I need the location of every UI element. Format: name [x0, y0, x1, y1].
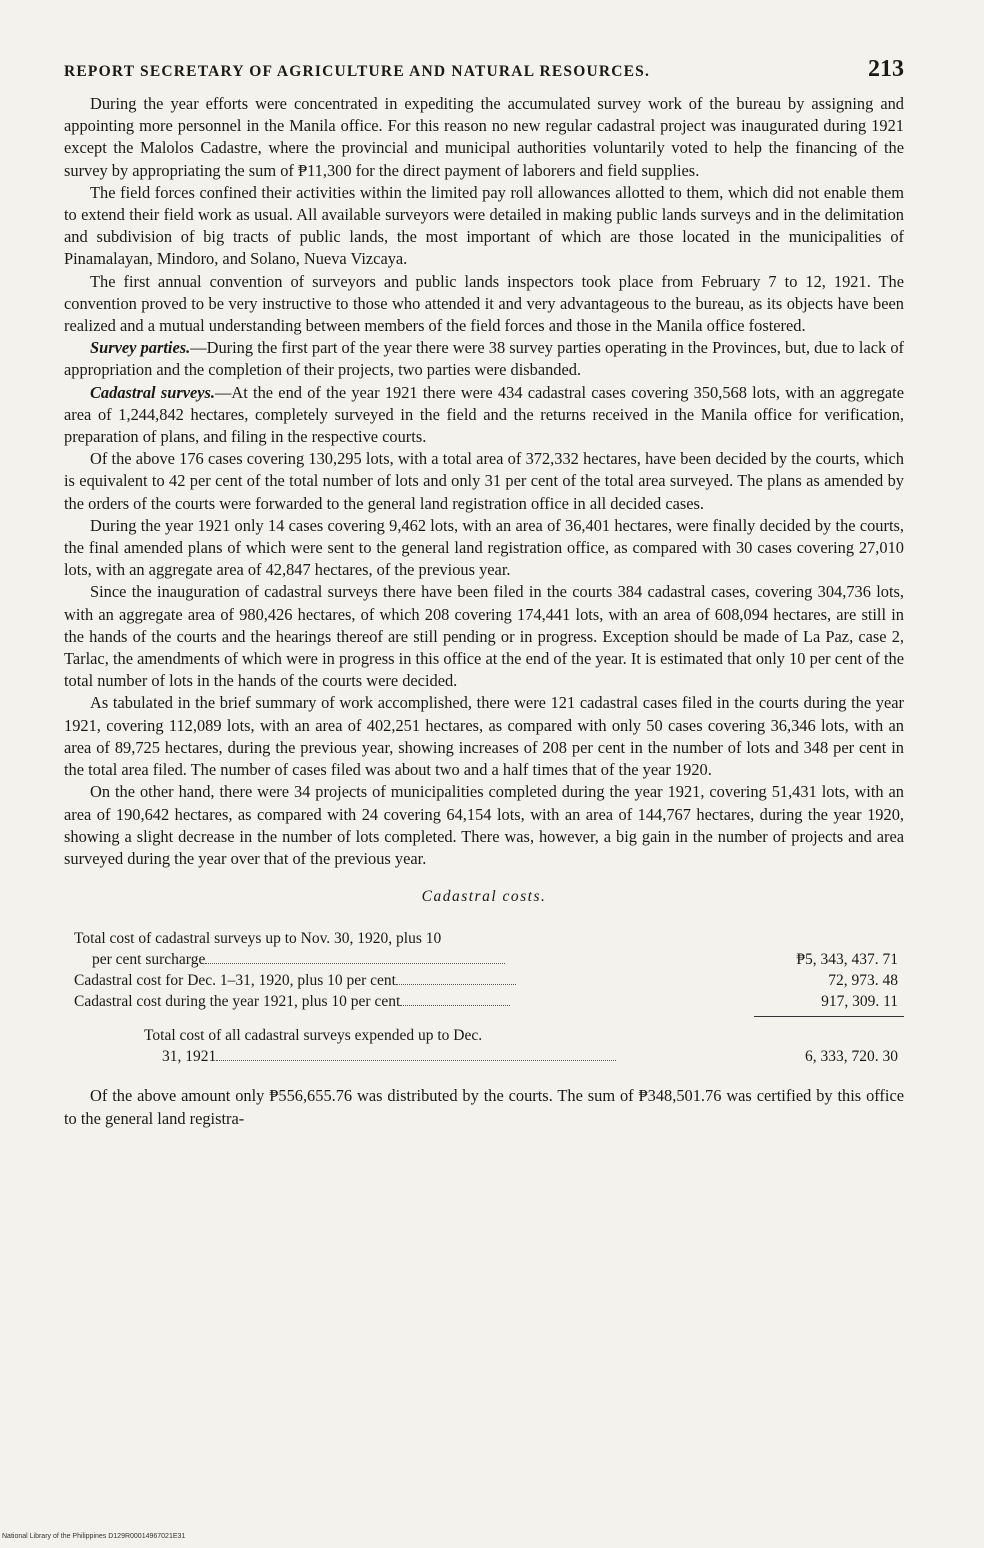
page-header — [64, 56, 904, 83]
cost-row-label-cont: per cent surcharge — [92, 951, 206, 969]
paragraph: As tabulated in the brief summary of work accomplished, there were 121 cadastral cases filed in the courts during the year 1921, covering 112,089 lots, with an area of 402,251 hectares, as compared with only 50 cases covering 36,346 lots, with an area of 89,725 hectares, during the previous year, showing increases of 208 per cent in the number of lots and 348 per cent in the total area filed. The number of cases filed was about two and a half times that of the year 1920. — [64, 693, 904, 780]
paragraph: Since the inauguration of cadastral surveys there have been filed in the courts 384 cadastral cases, covering 304,736 lots, with an aggregate area of 980,426 hectares, of which 208 covering 174,441 lots, with an area of 608,094 hectares, are still in the hands of the courts and the hearings thereof are still pending or in progress. Exception should be made of La Paz, case 2, Tarlac, the amendments of which were in progress in this office at the end of the year. It is estimated that only 10 per cent of the total number of lots in the hands of the courts were decided. — [64, 582, 904, 691]
cost-total-label: Total cost of all cadastral surveys expended up to Dec. — [144, 1027, 483, 1045]
cost-total-row — [64, 1025, 904, 1067]
cost-row-label: Total cost of cadastral surveys up to Nov. 30, 1920, plus 10 — [74, 930, 442, 948]
costs-table — [64, 928, 904, 1067]
paragraph-cadastral-surveys: Cadastral surveys.—At the end of the year 1921 there were 434 cadastral cases covering 350,568 lots, with an aggregate area of 1,244,842 hectares, completely surveyed in the field and the returns received in the Manila office for verification, preparation of plans, and filing in the respective courts. — [64, 382, 904, 447]
paragraph: On the other hand, there were 34 projects of municipalities completed during the year 1921, covering 51,431 lots, with an area of 190,642 hectares, as compared with 24 covering 64,154 lots, with an area of 144,767 hectares, during the year 1920, showing a slight decrease in the number of lots completed. There was, however, a big gain in the number of projects and area surveyed during the year over that of the previous year. — [64, 782, 904, 868]
paragraph: During the year 1921 only 14 cases covering 9,462 lots, with an area of 36,401 hectares, were finally decided by the courts, the final amended plans of which were sent to the general land registration office, as compared with 30 cases covering 27,010 lots, with an aggregate area of 42,847 hectares, of the previous year. — [64, 515, 904, 580]
cost-row-amount: 917, 309. 11 — [821, 993, 898, 1011]
costs-table-title: Cadastral costs. — [421, 888, 547, 906]
cost-row — [64, 991, 904, 1012]
cost-row-amount: ₱5, 343, 437. 71 — [796, 951, 898, 969]
running-title: REPORT SECRETARY OF AGRICULTURE AND NATURAL RESOURCES. — [64, 63, 651, 80]
paragraph: The field forces confined their activities within the limited pay roll allowances allotted to them, which did not enable them to extend their field work as usual. All available surveyors were detailed in making public lands surveys and in the delimitation and subdivision of big tracts of public lands, the most important of which are those located in the municipalities of Pinamalayan, Mindoro, and Solano, Nueva Vizcaya. — [64, 182, 904, 269]
cost-row-label: Cadastral cost during the year 1921, plus 10 per cent — [74, 993, 401, 1011]
cost-total-amount: 6, 333, 720. 30 — [805, 1048, 898, 1066]
body-text — [64, 93, 904, 1130]
cost-row-amount: 72, 973. 48 — [828, 972, 898, 990]
cost-total-label-cont: 31, 1921 — [162, 1048, 217, 1066]
scan-footer: National Library of the Philippines D129R00014967021E31 — [2, 1533, 186, 1540]
cost-row-label: Cadastral cost for Dec. 1–31, 1920, plus 10 per cent — [74, 972, 396, 990]
paragraph: During the year efforts were concentrated in expediting the accumulated survey work of the bureau by assigning and appointing more personnel in the Manila office. For this reason no new regular cadastral project was inaugurated during 1921 except the Malolos Cadastre, where the provincial and municipal authorities voluntarily voted to help the financing of the survey by appropriating the sum of ₱11,300 for the direct payment of laborers and field supplies. — [64, 94, 904, 180]
paragraph: Of the above 176 cases covering 130,295 lots, with a total area of 372,332 hectares, have been decided by the courts, which is equivalent to 42 per cent of the total number of lots and only 31 per cent of the total area surveyed. The plans as amended by the orders of the courts were forwarded to the general land registration office in all decided cases. — [64, 449, 904, 513]
side-heading: Cadastral surveys. — [90, 382, 215, 402]
paragraph: The first annual convention of surveyors and public lands inspectors took place from February 7 to 12, 1921. The convention proved to be very instructive to those who attended it and very advantageous to the bureau, as its objects have been realized and a mutual understanding between members of the field forces and those in the Manila office fostered. — [64, 271, 904, 336]
paragraph-survey-parties: Survey parties.—During the first part of the year there were 38 survey parties operating in the Provinces, but, due to lack of appropriation and the completion of their projects, two parties were disbanded. — [64, 338, 904, 380]
cost-row — [64, 970, 904, 991]
sum-rule — [64, 1016, 904, 1017]
side-heading: Survey parties. — [90, 338, 191, 358]
closing-paragraph: Of the above amount only ₱556,655.76 was distributed by the courts. The sum of ₱348,501.76 was certified by this office to the general land registra- — [64, 1086, 904, 1128]
cost-row — [64, 928, 904, 970]
page-number: 213 — [868, 56, 904, 82]
